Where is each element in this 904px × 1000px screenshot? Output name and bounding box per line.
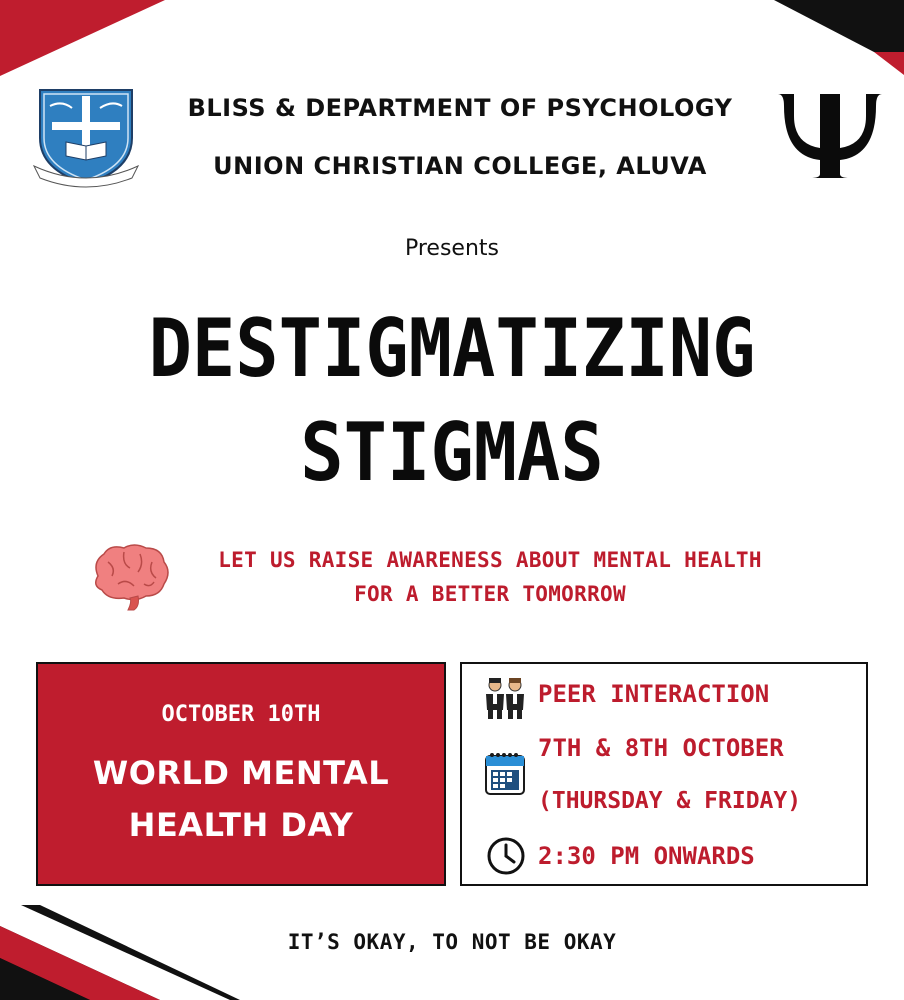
observance-name-line1: WORLD MENTAL bbox=[92, 754, 390, 792]
psi-symbol-icon bbox=[770, 86, 890, 186]
presents-label: Presents bbox=[404, 236, 499, 261]
event-dates: 7TH & 8TH OCTOBER bbox=[538, 734, 784, 762]
world-mental-health-day-box bbox=[36, 662, 446, 886]
observance-name-line2: HEALTH DAY bbox=[128, 806, 354, 844]
brain-icon bbox=[88, 542, 172, 612]
people-icon bbox=[482, 676, 528, 720]
event-days: (THURSDAY & FRIDAY) bbox=[538, 788, 802, 814]
college-crest-logo bbox=[32, 86, 140, 188]
college-name: UNION CHRISTIAN COLLEGE, ALUVA bbox=[213, 152, 707, 180]
organizer-name: BLISS & DEPARTMENT OF PSYCHOLOGY bbox=[187, 94, 733, 122]
event-details-box bbox=[460, 662, 868, 886]
event-title-line1: DESTIGMATIZING bbox=[148, 300, 756, 396]
top-right-stripe bbox=[754, 0, 904, 75]
closing-message: IT’S OKAY, TO NOT BE OKAY bbox=[287, 930, 617, 954]
event-time: 2:30 PM ONWARDS bbox=[538, 842, 755, 870]
awareness-tagline-line2: FOR A BETTER TOMORROW bbox=[354, 582, 626, 606]
event-title-line2: STIGMAS bbox=[300, 404, 604, 500]
top-left-stripe bbox=[0, 0, 180, 80]
observance-date: OCTOBER 10TH bbox=[161, 702, 321, 727]
event-type: PEER INTERACTION bbox=[538, 680, 770, 708]
calendar-icon bbox=[484, 750, 526, 796]
clock-icon bbox=[486, 836, 526, 876]
awareness-tagline-line1: LET US RAISE AWARENESS ABOUT MENTAL HEALTH bbox=[218, 548, 762, 572]
